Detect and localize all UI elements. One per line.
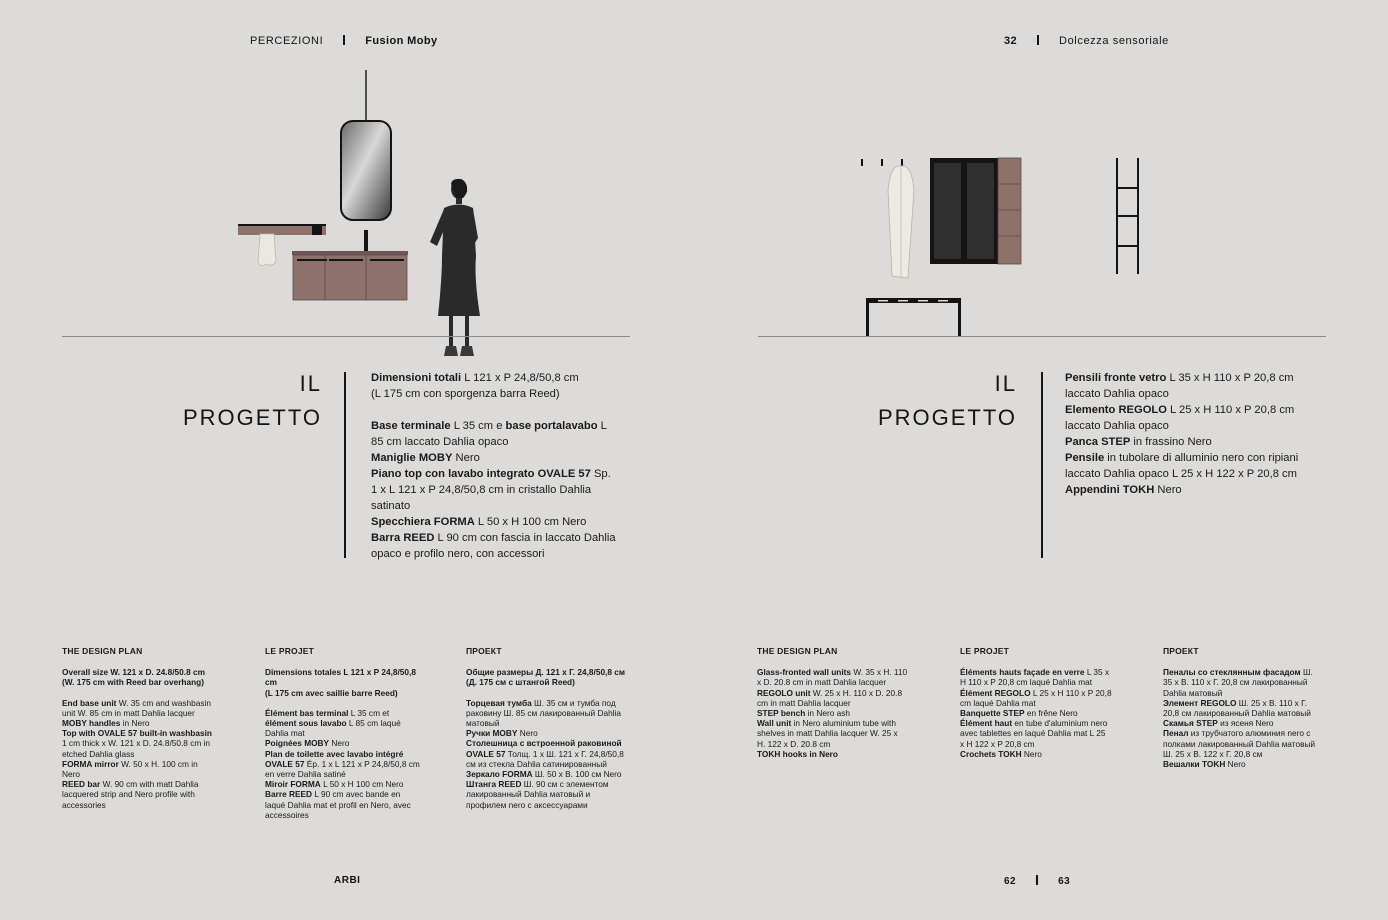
left-heading [150, 367, 322, 435]
column-line: Glass-fronted wall units W. 35 x H. 110 [757, 667, 908, 678]
column-line: Top with OVALE 57 built-in washbasin [62, 728, 212, 739]
column-line: Элемент REGOLO Ш. 25 x В. 110 x Г. [1163, 697, 1307, 708]
column-line: x D. 20.8 cm in matt Dahlia lacquer [757, 677, 887, 688]
woman-figure-icon [430, 179, 480, 356]
column-line: Торцевая тумба Ш. 35 см и тумба под [466, 697, 616, 708]
column-line: accessories [62, 799, 106, 810]
column-line: Вешалки TOKH Nero [1163, 759, 1246, 770]
column-line: Dimensions totales L 121 x P 24,8/50,8 [265, 667, 416, 678]
right-col-ru [1163, 646, 1325, 769]
column-line: см из стекла Dahlia сатинированный [466, 758, 607, 769]
spec-line: Appendini TOKH Nero [1065, 484, 1182, 496]
column-gap [265, 698, 426, 708]
column-line: (W. 175 cm with Reed bar overhang) [62, 677, 205, 688]
header-separator [1037, 35, 1039, 45]
column-line: 1 cm thick x W. 121 x D. 24.8/50.8 cm in [62, 738, 211, 749]
column-line: Пеналы со стеклянным фасадом Ш. [1163, 667, 1313, 678]
column-title: ПРОЕКТ [1163, 646, 1199, 656]
spec-line: Pensile in tubolare di alluminio nero con ripiani [1065, 452, 1299, 464]
left-divider [344, 372, 346, 558]
column-line: STEP bench in Nero ash [757, 708, 850, 719]
column-line: матовый [466, 718, 500, 729]
column-gap [466, 688, 628, 698]
column-line: Dahlia mat [265, 728, 305, 739]
column-line: Plan de toilette avec lavabo intégré [265, 748, 404, 759]
column-line: cm [265, 677, 277, 688]
footer-brand: ARBI [334, 875, 361, 886]
spec-line: laccato Dahlia opaco [1065, 388, 1169, 400]
moby-vanity-icon [293, 255, 407, 300]
spec-gap [371, 402, 636, 418]
column-line: Общие размеры Д. 121 x Г. 24,8/50,8 см [466, 667, 626, 678]
column-line: Пенал из трубчатого алюминия nero с [1163, 728, 1311, 739]
column-line: 20,8 см лакированный Dahlia матовый [1163, 708, 1311, 719]
column-line: Overall size W. 121 x D. 24.8/50.8 cm [62, 667, 205, 678]
footer-pages [1004, 875, 1070, 887]
footer-page-right: 63 [1058, 876, 1071, 887]
column-line: cm laqué Dahlia mat [960, 697, 1036, 708]
column-line: unit W. 85 cm in matt Dahlia lacquer [62, 707, 195, 718]
column-line: élément sous lavabo L 85 cm laqué [265, 718, 401, 729]
column-line: Dahlia матовый [1163, 687, 1223, 698]
spec-line: satinato [371, 500, 411, 512]
column-line: Ш. 25 x В. 122 x Г. 20,8 см [1163, 748, 1263, 759]
column-line: en verre Dahlia satiné [265, 769, 346, 780]
spec-line: Maniglie MOBY Nero [371, 452, 480, 464]
tokh-hooks-icon [861, 159, 903, 166]
column-line: Poignées MOBY Nero [265, 738, 350, 749]
column-line: Столешница с встроенной раковиной [466, 738, 622, 749]
forma-mirror-icon [341, 121, 391, 220]
column-line: laqué Dahlia mat et profil en Nero, avec [265, 799, 411, 810]
column-line: H. 122 x D. 20.8 cm [757, 738, 831, 749]
column-line: Crochets TOKH Nero [960, 748, 1042, 759]
column-line: Élément REGOLO L 25 x H 110 x P 20,8 [960, 687, 1112, 698]
header-section-right: Dolcezza sensoriale [1059, 35, 1169, 47]
spec-line: laccato Dahlia opaco L 25 x H 122 x P 20,8 cm [1065, 468, 1297, 480]
regolo-element-icon [998, 158, 1021, 264]
column-line: Штанга REED Ш. 90 см с элементом [466, 779, 609, 790]
column-line: x H 122 x P 20,8 cm [960, 738, 1035, 749]
header-page-number: 32 [1004, 35, 1018, 47]
column-line: REED bar W. 90 cm with matt Dahlia [62, 779, 199, 790]
column-line: TOKH hooks in Nero [757, 748, 838, 759]
left-spec-list [371, 370, 636, 562]
left-illustration [230, 66, 500, 362]
header-right [1004, 35, 1169, 47]
column-line: lacquered strip and Nero profile with [62, 789, 195, 800]
column-line: Élément haut en tube d'aluminium nero [960, 718, 1108, 729]
heading-line-1: IL [299, 371, 322, 396]
ladder-wall-unit-icon [1117, 158, 1138, 274]
column-line: раковину Ш. 85 см лакированный Dahlia [466, 707, 622, 718]
column-line: OVALE 57 Толщ. 1 x Ш. 121 x Г. 24,8/50,8 [466, 748, 624, 759]
column-line: лакированный Dahlia матовый и [466, 789, 591, 800]
left-floor-line [62, 336, 630, 337]
column-line: accessoires [265, 809, 309, 820]
spec-line: 1 x L 121 x P 24,8/50,8 cm in cristallo Dahlia [371, 484, 592, 496]
right-illustration [850, 150, 1150, 340]
column-line: FORMA mirror W. 50 x H. 100 cm in [62, 758, 198, 769]
column-line: avec tablettes en laqué Dahlia mat L 25 [960, 728, 1106, 739]
column-title: THE DESIGN PLAN [62, 646, 143, 656]
column-line: H 110 x P 20,8 cm laqué Dahlia mat [960, 677, 1093, 688]
column-line: Éléments hauts façade en verre L 35 x [960, 667, 1110, 678]
spec-line: 85 cm laccato Dahlia opaco [371, 436, 509, 448]
spec-line: Barra REED L 90 cm con fascia in laccato Dahlia [371, 532, 616, 544]
column-line: REGOLO unit W. 25 x H. 110 x D. 20.8 [757, 687, 903, 698]
glass-wall-units-icon [930, 158, 998, 264]
column-line: профилем nero с аксессуарами [466, 799, 588, 810]
column-line: shelves in matt Dahlia lacquer W. 25 x [757, 728, 898, 739]
column-line: 35 x В. 110 x Г. 20,8 см лакированный [1163, 677, 1308, 688]
step-bench-icon [866, 298, 961, 337]
right-spec-list [1065, 370, 1335, 498]
column-line: полками лакированный Dahlia матовый [1163, 738, 1316, 749]
column-line: Barre REED L 90 cm avec bande en [265, 789, 401, 800]
bathrobe-icon [888, 166, 914, 278]
header-collection: Fusion Moby [365, 35, 438, 47]
column-gap [62, 688, 224, 698]
header-section: PERCEZIONI [250, 35, 324, 47]
column-line: Ручки MOBY Nero [466, 728, 538, 739]
spec-line: opaco e profilo nero, con accessori [371, 548, 545, 560]
column-line: MOBY handles in Nero [62, 718, 150, 729]
column-title: LE PROJET [265, 646, 315, 656]
spec-line: Panca STEP in frassino Nero [1065, 436, 1212, 448]
column-line: Banquette STEP en frêne Nero [960, 708, 1078, 719]
right-col-fr [960, 646, 1122, 759]
footer-separator [1036, 875, 1038, 885]
spec-line: laccato Dahlia opaco [1065, 420, 1169, 432]
left-col-ru [466, 646, 628, 810]
footer-page-left: 62 [1004, 876, 1017, 887]
column-line: Élément bas terminal L 35 cm et [265, 707, 390, 718]
spec-line: Pensili fronte vetro L 35 x H 110 x P 20,8 cm [1065, 372, 1294, 384]
column-title: THE DESIGN PLAN [757, 646, 838, 656]
left-col-fr [265, 646, 426, 820]
header-left [250, 35, 437, 47]
column-title: LE PROJET [960, 646, 1010, 656]
right-heading [845, 367, 1017, 435]
column-line: Зеркало FORMA Ш. 50 x В. 100 см Nero [466, 769, 622, 780]
spec-line: (L 175 cm con sporgenza barra Reed) [371, 388, 560, 400]
column-line: Miroir FORMA L 50 x H 100 cm Nero [265, 779, 404, 790]
spec-line: Specchiera FORMA L 50 x H 100 cm Nero [371, 516, 587, 528]
spec-line: Elemento REGOLO L 25 x H 110 x P 20,8 cm [1065, 404, 1295, 416]
column-line: Wall unit in Nero aluminium tube with [757, 718, 896, 729]
left-col-en [62, 646, 224, 810]
column-line: (Д. 175 см с штангой Reed) [466, 677, 575, 688]
heading-line-1: IL [994, 371, 1017, 396]
right-col-en [757, 646, 918, 759]
heading-line-2: PROGETTO [182, 405, 322, 430]
column-line: OVALE 57 Ép. 1 x L 121 x P 24,8/50,8 cm [265, 758, 420, 769]
right-floor-line [758, 336, 1326, 337]
column-line: (L 175 cm avec saillie barre Reed) [265, 687, 398, 698]
column-line: etched Dahlia glass [62, 748, 135, 759]
right-divider [1041, 372, 1043, 558]
spec-line: Base terminale L 35 cm e base portalavabo L [371, 420, 607, 432]
column-title: ПРОЕКТ [466, 646, 502, 656]
column-line: End base unit W. 35 cm and washbasin [62, 697, 211, 708]
header-separator [343, 35, 345, 45]
heading-line-2: PROGETTO [877, 405, 1017, 430]
column-line: Скамья STEP из ясеня Nero [1163, 718, 1274, 729]
column-line: cm in matt Dahlia lacquer [757, 697, 851, 708]
column-line: Nero [62, 769, 80, 780]
spec-line: Piano top con lavabo integrato OVALE 57 Sp. [371, 468, 611, 480]
spec-line: Dimensioni totali L 121 x P 24,8/50,8 cm [371, 372, 579, 384]
